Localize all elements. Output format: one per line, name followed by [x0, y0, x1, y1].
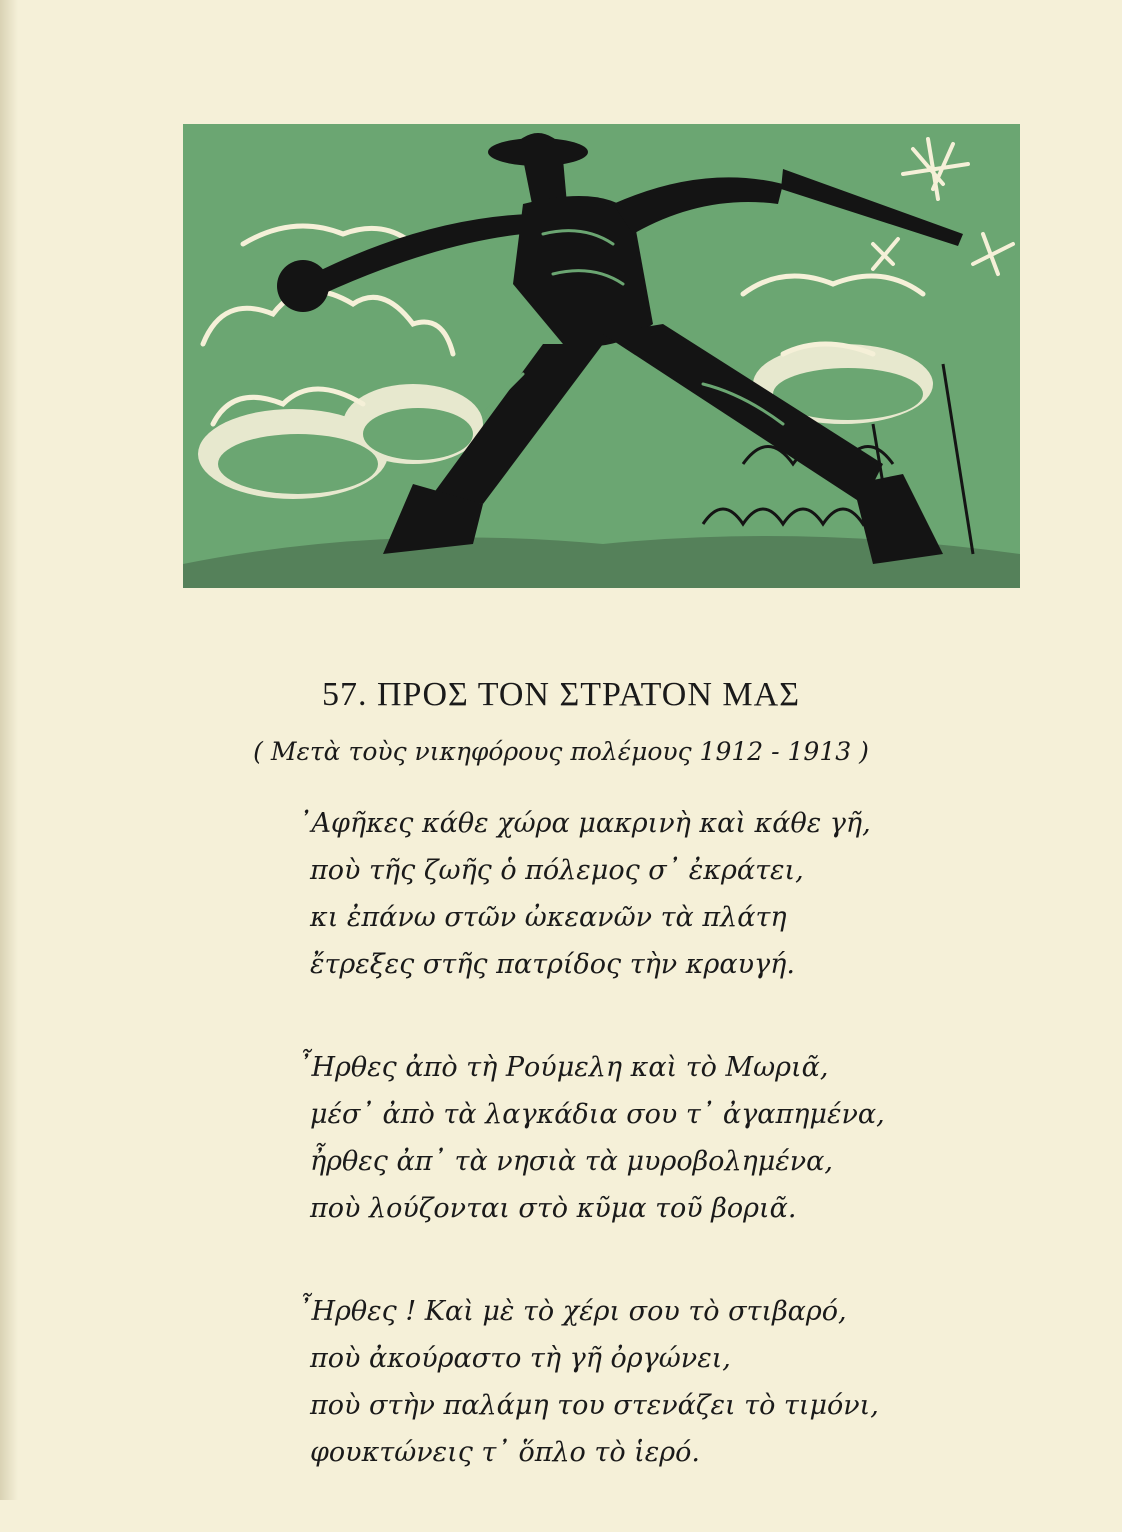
- poem-line: ποὺ ἀκούραστο τὴ γῆ ὀργώνει,: [310, 1343, 731, 1374]
- poem-line: ᾿Αφῆκες κάθε χώρα μακρινὴ καὶ κάθε γῆ,: [298, 808, 871, 839]
- poem-line: ποὺ στὴν παλάμη του στενάζει τὸ τιμόνι,: [310, 1390, 879, 1421]
- poem-line: φουκτώνεις τ᾿ ὅπλο τὸ ἱερό.: [310, 1437, 700, 1468]
- stanza-3: [298, 1288, 1010, 1476]
- poem-title: 57. ΠΡΟΣ ΤΟΝ ΣΤΡΑΤΟΝ ΜΑΣ: [322, 676, 800, 713]
- poem-body: [298, 800, 1010, 1532]
- poem-line: ῏Ηρθες ἀπὸ τὴ Ρούμελη καὶ τὸ Μωριᾶ,: [298, 1052, 829, 1083]
- stanza-2: [298, 1044, 1010, 1232]
- poem-line: κι ἐπάνω στῶν ὠκεανῶν τὰ πλάτη: [310, 902, 787, 933]
- poem-line: ποὺ λούζονται στὸ κῦμα τοῦ βοριᾶ.: [310, 1193, 797, 1224]
- poem-line: μέσ᾿ ἀπὸ τὰ λαγκάδια σου τ᾿ ἀγαπημένα,: [310, 1099, 885, 1130]
- poem-line: ἦρθες ἀπ᾿ τὰ νησιὰ τὰ μυροβολημένα,: [310, 1146, 833, 1177]
- poem-subtitle: ( Μετὰ τοὺς νικηφόρους πολέμους 1912 - 1913 ): [253, 737, 869, 766]
- soldier-illustration-icon: [183, 124, 1020, 588]
- stanza-1: [298, 800, 1010, 988]
- poem-line: ποὺ τῆς ζωῆς ὁ πόλεμος σ᾿ ἐκράτει,: [310, 855, 804, 886]
- soldier-illustration: [183, 124, 1020, 588]
- poem-line: ἔτρεξες στῆς πατρίδος τὴν κραυγή.: [310, 949, 795, 980]
- poem-line: ῏Ηρθες ! Καὶ μὲ τὸ χέρι σου τὸ στιβαρό,: [298, 1296, 847, 1327]
